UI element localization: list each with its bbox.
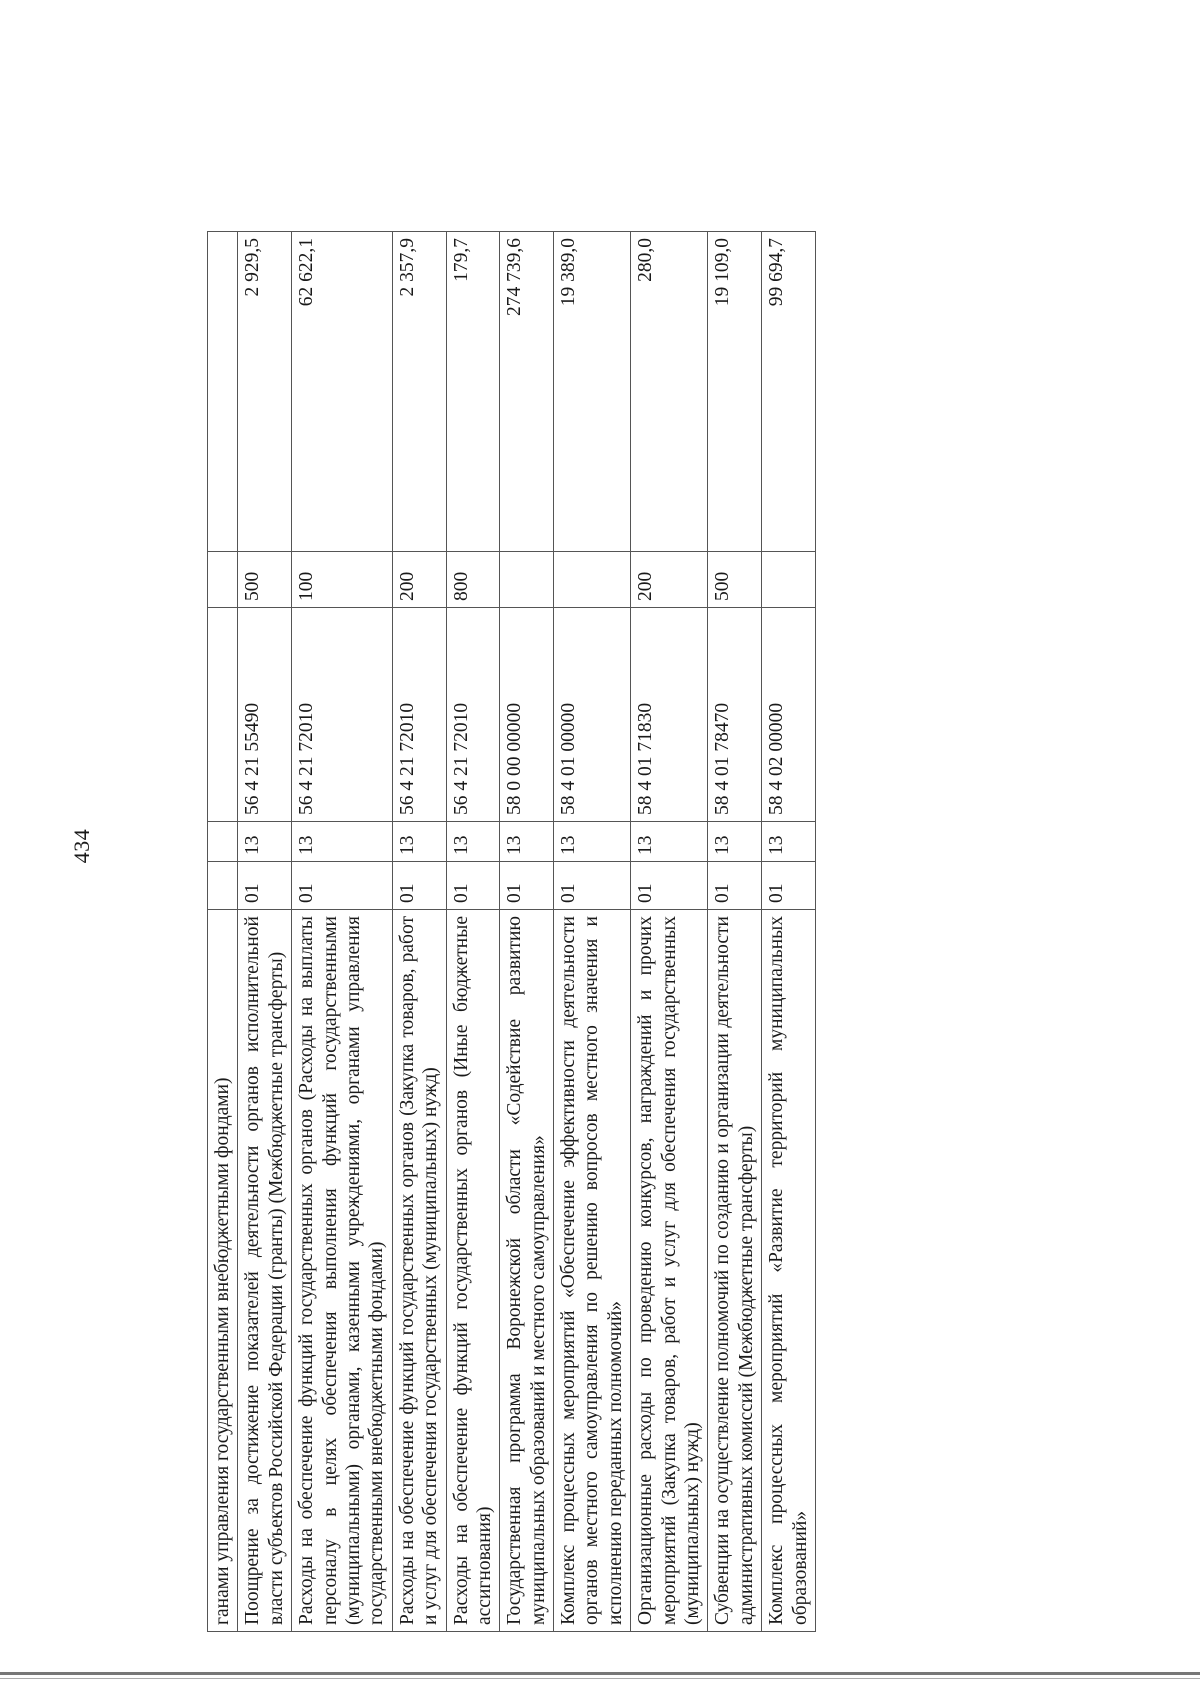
table-row [708,232,762,1632]
cell-expense-type: 200 [392,552,446,608]
cell-target-article: 56 4 21 72010 [392,608,446,822]
cell-section: 01 [631,862,708,910]
cell-expense-type [762,552,816,608]
cell-section: 01 [392,862,446,910]
cell-subsection: 13 [500,822,554,862]
cell-expense-type [554,552,631,608]
cell-subsection: 13 [554,822,631,862]
table-row [392,232,446,1632]
cell-name: Расходы на обеспечение функций государственных органов (Расходы на выплаты персоналу в целях обеспечения выполнения функций государственными (муниципальными) органами, казенными учреждениями, органами управления государственными внебюджетными фондами) [292,910,393,1632]
cell-target-article: 56 4 21 72010 [292,608,393,822]
cell-section: 01 [292,862,393,910]
cell-name: Государственная программа Воронежской области «Содействие развитию муниципальных образований и местного самоуправления» [500,910,554,1632]
scan-bottom-edge [0,1672,1200,1675]
cell-section: 01 [762,862,816,910]
cell-expense-type: 100 [292,552,393,608]
cell-target-article: 58 4 02 00000 [762,608,816,822]
scan-bottom-edge-thin [0,1678,1200,1679]
cell-section: 01 [500,862,554,910]
cell-amount [208,232,238,552]
table-row [238,232,292,1632]
cell-section: 01 [446,862,500,910]
cell-expense-type: 200 [631,552,708,608]
table-row [554,232,631,1632]
cell-subsection: 13 [446,822,500,862]
cell-amount: 179,7 [446,232,500,552]
cell-target-article [208,608,238,822]
cell-expense-type: 800 [446,552,500,608]
budget-table-body [208,232,816,1632]
cell-expense-type [208,552,238,608]
table-row [292,232,393,1632]
cell-subsection: 13 [708,822,762,862]
cell-name: ганами управления государственными внебюджетными фондами) [208,910,238,1632]
cell-name: Расходы на обеспечение функций государственных органов (Иные бюджетные ассигнования) [446,910,500,1632]
cell-name: Субвенции на осуществление полномочий по созданию и организации деятельности административных комиссий (Межбюджетные трансферты) [708,910,762,1632]
table-row [446,232,500,1632]
cell-amount: 62 622,1 [292,232,393,552]
table-row [208,232,238,1632]
cell-name: Расходы на обеспечение функций государственных органов (Закупка товаров, работ и услуг для обеспечения государственных (муниципальных) нужд) [392,910,446,1632]
cell-section [208,862,238,910]
cell-name: Комплекс процессных мероприятий «Обеспечение эффективности деятельности органов местного самоуправления по решению вопросов местного значения и исполнению переданных полномочий» [554,910,631,1632]
cell-amount: 2 929,5 [238,232,292,552]
cell-target-article: 58 4 01 00000 [554,608,631,822]
cell-subsection: 13 [762,822,816,862]
table-row [762,232,816,1632]
cell-subsection: 13 [292,822,393,862]
cell-target-article: 56 4 21 55490 [238,608,292,822]
cell-amount: 2 357,9 [392,232,446,552]
cell-amount: 280,0 [631,232,708,552]
cell-subsection: 13 [238,822,292,862]
cell-subsection [208,822,238,862]
cell-expense-type: 500 [708,552,762,608]
cell-name: Поощрение за достижение показателей деятельности органов исполнительной власти субъектов Российской Федерации (гранты) (Межбюджетные трансферты) [238,910,292,1632]
page-number: 434 [69,828,94,864]
cell-section: 01 [708,862,762,910]
budget-table [207,231,816,1632]
rotated-page-content [207,232,1200,1632]
cell-subsection: 13 [392,822,446,862]
cell-section: 01 [554,862,631,910]
cell-amount: 274 739,6 [500,232,554,552]
cell-amount: 99 694,7 [762,232,816,552]
cell-subsection: 13 [631,822,708,862]
cell-target-article: 56 4 21 72010 [446,608,500,822]
cell-name: Организационные расходы по проведению конкурсов, награждений и прочих мероприятий (Закупка товаров, работ и услуг для обеспечения государственных (муниципальных) нужд) [631,910,708,1632]
cell-target-article: 58 4 01 78470 [708,608,762,822]
cell-name: Комплекс процессных мероприятий «Развитие территорий муниципальных образований» [762,910,816,1632]
cell-section: 01 [238,862,292,910]
cell-target-article: 58 4 01 71830 [631,608,708,822]
cell-target-article: 58 0 00 00000 [500,608,554,822]
cell-amount: 19 109,0 [708,232,762,552]
cell-expense-type [500,552,554,608]
cell-amount: 19 389,0 [554,232,631,552]
cell-expense-type: 500 [238,552,292,608]
table-row [631,232,708,1632]
table-row [500,232,554,1632]
